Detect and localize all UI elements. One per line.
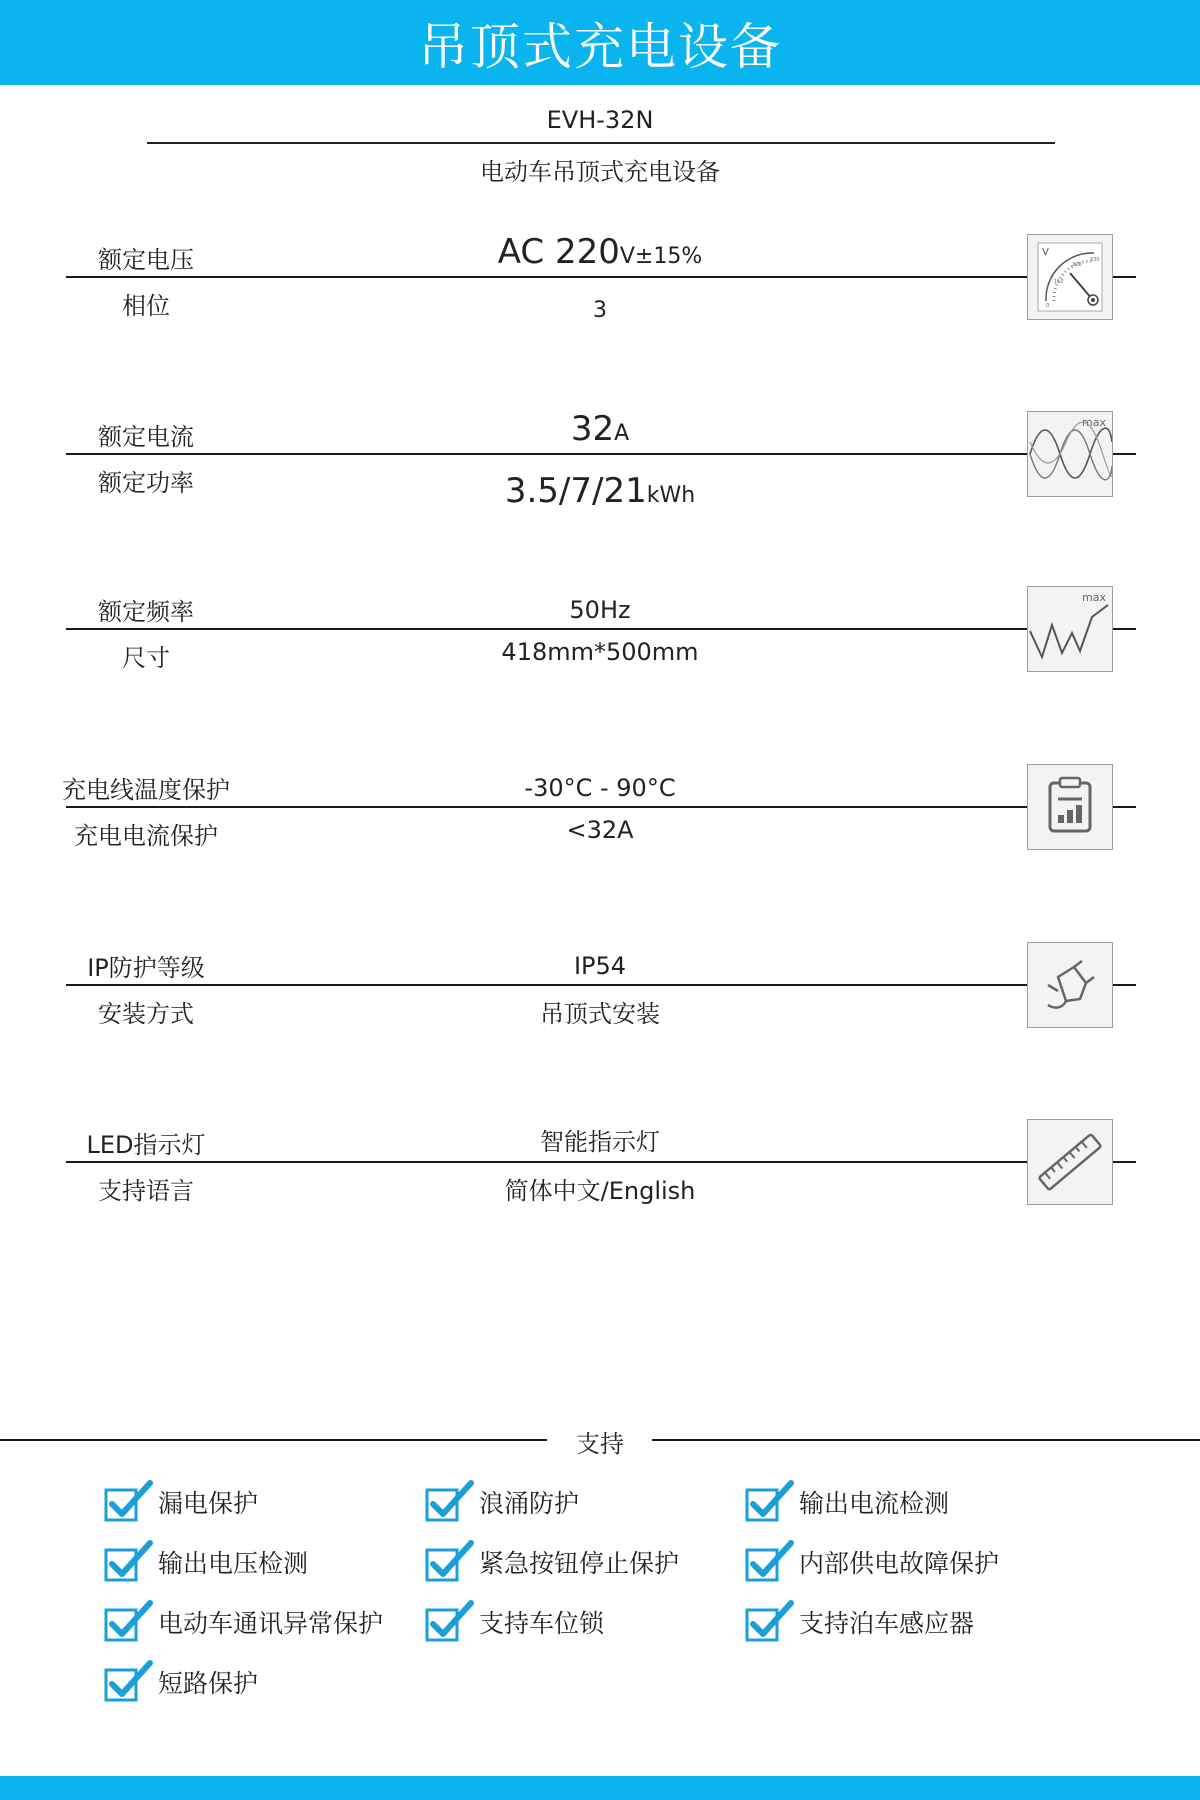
checkbox-checked-icon: [104, 1660, 156, 1704]
support-feature-item: [425, 1600, 604, 1644]
clipboard-chart-icon: [1027, 764, 1113, 850]
spec-value: 智能指示灯: [540, 1128, 660, 1156]
spec-rated-current: [0, 411, 1200, 511]
frequency-chart-icon: [1027, 586, 1113, 672]
support-feature-item: [745, 1540, 999, 1584]
support-feature-item: [745, 1600, 974, 1644]
checkbox-checked-icon: [104, 1480, 156, 1524]
spec-value: 吊顶式安装: [540, 1000, 660, 1028]
support-feature-label: 浪涌防护: [479, 1489, 580, 1518]
spec-value: 3: [593, 298, 607, 323]
spec-value: 418mm*500mm: [501, 638, 699, 666]
spec-value: AC 220V±15%: [497, 232, 703, 272]
checkbox-checked-icon: [104, 1540, 156, 1584]
ruler-icon: [1027, 1119, 1113, 1205]
spec-divider: [66, 806, 1136, 808]
bottom-bar: [0, 1776, 1200, 1800]
spec-rated-voltage: [0, 234, 1200, 334]
waveform-icon: [1027, 411, 1113, 497]
support-feature-item: [425, 1480, 579, 1524]
checkbox-checked-icon: [425, 1480, 477, 1524]
spec-label: IP防护等级: [87, 954, 205, 982]
model-description: 电动车吊顶式充电设备: [480, 158, 720, 186]
model-code: EVH-32N: [546, 106, 654, 134]
spec-ip-rating: [0, 942, 1200, 1042]
spec-divider: [66, 276, 1136, 278]
support-feature-label: 漏电保护: [158, 1489, 259, 1518]
checkbox-checked-icon: [745, 1600, 797, 1644]
svg-text:max: max: [1082, 416, 1106, 429]
spec-label: 安装方式: [98, 1000, 194, 1028]
spec-label: 额定频率: [98, 598, 194, 626]
voltmeter-icon: [1027, 234, 1113, 320]
support-feature-item: [104, 1540, 308, 1584]
spec-temperature-protection: [0, 764, 1200, 864]
spec-value: IP54: [573, 952, 627, 980]
spec-value: 50Hz: [569, 596, 631, 624]
support-feature-item: [104, 1480, 258, 1524]
support-feature-label: 内部供电故障保护: [799, 1549, 1000, 1578]
spec-value: <32A: [566, 816, 634, 844]
spec-value: 3.5/7/21kWh: [504, 471, 696, 511]
spec-label: 相位: [122, 292, 170, 320]
support-title: 支持: [576, 1430, 624, 1458]
spec-label: 额定电流: [98, 423, 194, 451]
svg-text:330: 330: [1090, 257, 1100, 263]
support-feature-item: [425, 1540, 679, 1584]
spec-label: 额定电压: [98, 246, 194, 274]
support-feature-label: 输出电压检测: [158, 1549, 309, 1578]
plug-icon: [1027, 942, 1113, 1028]
support-feature-item: [745, 1480, 949, 1524]
support-feature-label: 短路保护: [158, 1669, 259, 1698]
page-title: 吊顶式充电设备: [0, 0, 1200, 85]
support-feature-item: [104, 1600, 383, 1644]
spec-label: 支持语言: [98, 1177, 194, 1205]
support-feature-item: [104, 1660, 258, 1704]
spec-rated-frequency: [0, 586, 1200, 686]
spec-divider: [66, 453, 1136, 455]
support-feature-label: 电动车通讯异常保护: [158, 1609, 384, 1638]
svg-text:110: 110: [1054, 279, 1064, 285]
checkbox-checked-icon: [104, 1600, 156, 1644]
spec-led-indicator: [0, 1119, 1200, 1219]
support-feature-label: 支持车位锁: [479, 1609, 605, 1638]
support-feature-label: 支持泊车感应器: [799, 1609, 975, 1638]
svg-text:max: max: [1082, 591, 1106, 604]
checkbox-checked-icon: [745, 1540, 797, 1584]
spec-divider: [66, 984, 1136, 986]
checkbox-checked-icon: [425, 1600, 477, 1644]
spec-label: 充电电流保护: [74, 822, 218, 850]
spec-label: 额定功率: [98, 469, 194, 497]
spec-label: LED指示灯: [86, 1131, 206, 1159]
spec-label: 充电线温度保护: [62, 776, 230, 804]
svg-text:0: 0: [1046, 303, 1050, 309]
spec-divider: [66, 628, 1136, 630]
spec-value: 简体中文/English: [504, 1177, 696, 1205]
spec-label: 尺寸: [122, 644, 170, 672]
spec-value: 32A: [570, 409, 630, 449]
model-divider: [147, 142, 1055, 144]
spec-value: -30°C - 90°C: [524, 774, 676, 802]
svg-text:220: 220: [1072, 262, 1082, 268]
support-feature-label: 紧急按钮停止保护: [479, 1549, 680, 1578]
spec-divider: [66, 1161, 1136, 1163]
support-divider-right: [652, 1439, 1200, 1441]
svg-text:V: V: [1042, 247, 1049, 258]
checkbox-checked-icon: [425, 1540, 477, 1584]
checkbox-checked-icon: [745, 1480, 797, 1524]
support-feature-label: 输出电流检测: [799, 1489, 950, 1518]
